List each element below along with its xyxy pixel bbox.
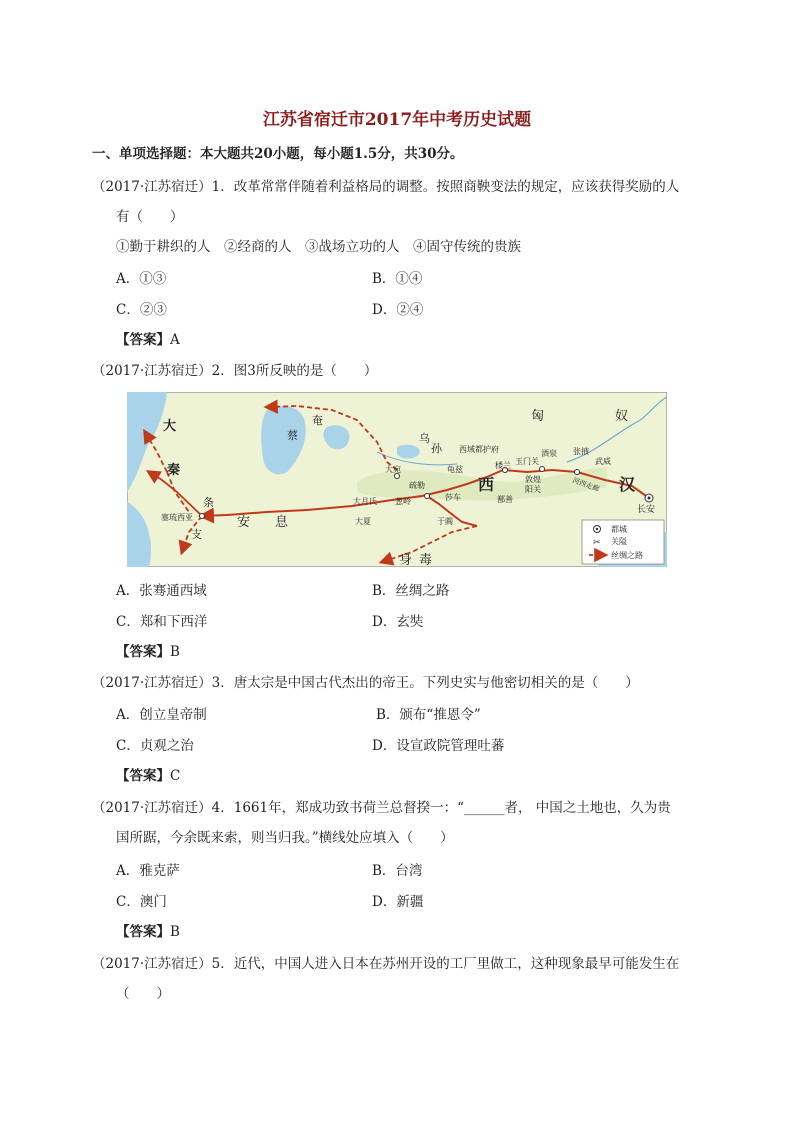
map-place-daxia: 大夏	[355, 517, 371, 526]
legend-route-label: 丝绸之路	[611, 551, 643, 560]
map-place-wuwei: 武威	[595, 457, 611, 466]
map-region-shen: 身	[399, 553, 413, 567]
q1-answer: 【答案】A	[116, 332, 180, 348]
map-place-congling: 葱岭	[395, 497, 411, 506]
q1-stem: （2017·江苏宿迁）1．改革常常伴随着利益格局的调整。按照商鞅变法的规定，应该获得奖励的人	[92, 179, 680, 195]
q4-answer: 【答案】B	[116, 924, 180, 940]
q1-stem-cont: 有（ ）	[116, 209, 184, 225]
q2-option-c: C．郑和下西洋	[116, 614, 208, 630]
map-region-xiongnu2: 奴	[615, 409, 629, 424]
q4-option-a: A．雅克萨	[116, 863, 180, 879]
map-place-zhangye: 张掖	[573, 447, 589, 456]
map-region-an: 安	[237, 515, 251, 530]
q1-items: ①勤于耕织的人 ②经商的人 ③战场立功的人 ④固守传统的贵族	[116, 239, 521, 255]
q2-option-b: B．丝绸之路	[372, 583, 450, 599]
map-region-tiao: 条	[203, 496, 214, 509]
map-place-qiuci: 龟兹	[447, 465, 463, 474]
map-place-yangguan: 阳关	[525, 485, 541, 494]
map-region-da: 大	[163, 419, 177, 434]
map-place-xiyu: 西域都护府	[459, 445, 499, 454]
q3-answer: 【答案】C	[116, 768, 181, 784]
map-region-cai: 蔡	[287, 429, 298, 442]
map-place-shache: 莎车	[445, 493, 461, 502]
map-place-dawan: 大宛	[385, 465, 401, 474]
q3-option-a: A．创立皇帝制	[116, 707, 207, 723]
q4-option-d: D．新疆	[372, 894, 424, 910]
q4-stem: （2017·江苏宿迁）4．1661年，郑成功致书荷兰总督揆一：“______者， 中国之土地也，久为贵	[92, 800, 671, 816]
map-region-xiongnu1: 匈	[531, 409, 545, 424]
q1-option-d: D．②④	[372, 302, 424, 318]
map-place-dunhuang: 敦煌	[525, 475, 541, 484]
q4-option-c: C．澳门	[116, 894, 167, 910]
map-place-changan: 长安	[637, 505, 656, 515]
q1-option-b: B．①④	[372, 271, 423, 287]
q1-option-a: A．①③	[116, 271, 167, 287]
q2-stem: （2017·江苏宿迁）2．图3所反映的是（ ）	[92, 363, 378, 379]
map-region-du: 毒	[419, 553, 433, 567]
legend-capital-label: 都城	[611, 525, 627, 534]
map-place-yumenguan: 玉门关	[515, 457, 539, 466]
map-region-wu: 乌	[419, 432, 430, 445]
map-place-shule: 疏勒	[409, 481, 425, 490]
section-heading: 一、单项选择题：本大题共20小题，每小题1.5分，共30分。	[92, 146, 464, 162]
map-region-sun: 孙	[431, 442, 442, 455]
map-place-saibasi: 塞琉西亚	[161, 513, 193, 522]
q2-option-a: A．张骞通西域	[116, 583, 207, 599]
q2-answer: 【答案】B	[116, 644, 180, 660]
map-region-han: 汉	[619, 475, 636, 494]
q1-option-c: C．②③	[116, 302, 167, 318]
q3-option-c: C．贞观之治	[116, 738, 194, 754]
map-legend	[582, 520, 664, 564]
map-region-yan: 奄	[312, 414, 323, 427]
q4-option-b: B．台湾	[372, 863, 423, 879]
map-region-zhi: 支	[191, 528, 202, 541]
map-place-loulan: 楼兰	[495, 461, 511, 470]
map-region-qin: 秦	[167, 463, 181, 478]
map-place-shanshan: 鄯善	[497, 495, 513, 504]
map-place-dayuezhi: 大月氏	[353, 497, 377, 506]
map-region-xi: 西	[478, 475, 495, 494]
q4-stem-cont: 国所踞，今余既来索，则当归我。”横线处应填入（ ）	[116, 830, 454, 846]
q3-option-d: D．设宣政院管理吐蕃	[372, 738, 505, 754]
map-place-hexi: 河西走廊	[571, 476, 601, 494]
map-place-jiuquan: 酒泉	[541, 449, 557, 458]
map-region-xi2: 息	[275, 515, 289, 530]
legend-pass-label: 关隘	[611, 537, 627, 546]
legend-pass-icon: ✂	[593, 538, 601, 548]
silk-road-map	[127, 392, 667, 567]
page-title: 江苏省宿迁市2017年中考历史试题	[262, 110, 532, 130]
q3-stem: （2017·江苏宿迁）3．唐太宗是中国古代杰出的帝王。下列史实与他密切相关的是（ ）	[92, 675, 639, 691]
q5-stem: （2017·江苏宿迁）5．近代，中国人进入日本在苏州开设的工厂里做工，这种现象最早可能发生在	[92, 956, 680, 972]
q5-stem-cont: （ ）	[116, 986, 170, 1002]
map-place-yutian: 于阗	[437, 517, 453, 526]
q3-option-b: B．颁布“推恩令”	[376, 707, 481, 723]
q2-option-d: D．玄奘	[372, 614, 424, 630]
